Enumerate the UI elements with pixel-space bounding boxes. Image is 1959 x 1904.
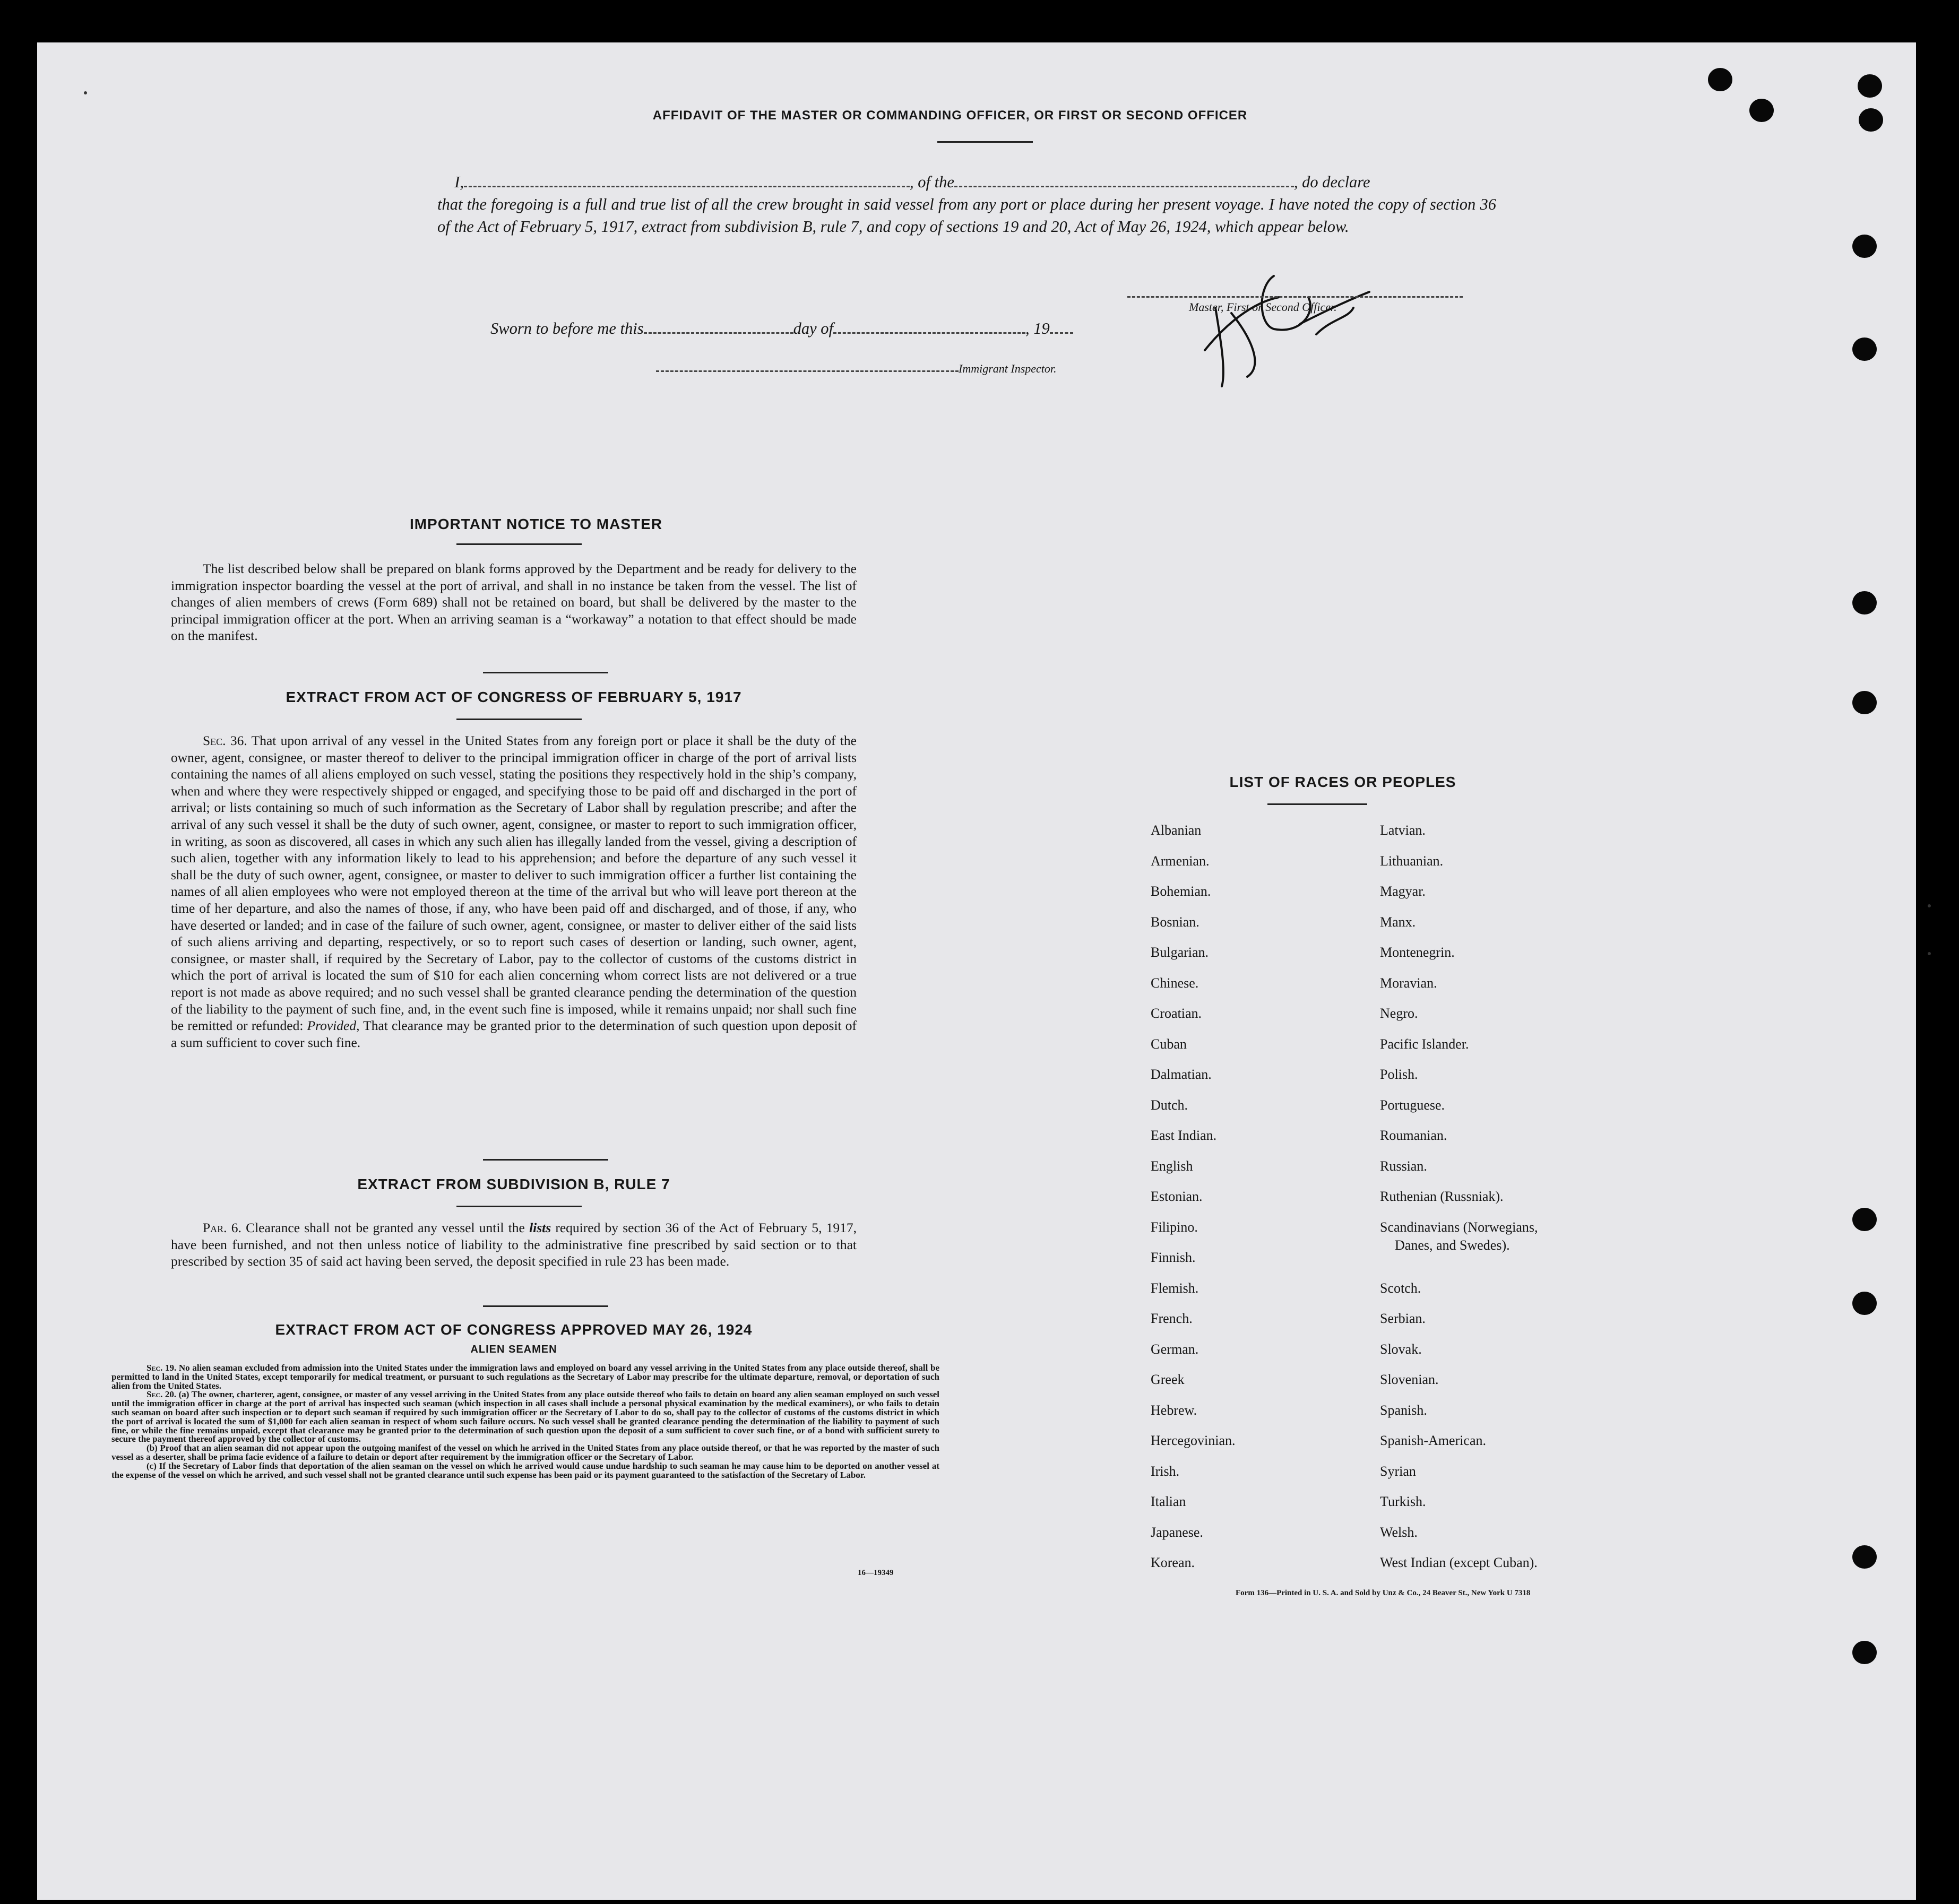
race-item: Negro. xyxy=(1380,1006,1418,1021)
affidavit-declaration xyxy=(437,171,1496,238)
declaration-text: that the foregoing is a full and true list of all the crew brought in said vessel from any port or place during her present voyage. I have noted the copy of section 36 of the Act of February 5, 1917, extract from subdivision B, rule 7, and copy of sections 19 and 20, Act of May 26, 1924, which appear below. xyxy=(437,195,1496,236)
race-item: Manx. xyxy=(1380,914,1416,930)
race-item: French. xyxy=(1151,1311,1193,1326)
punch-hole xyxy=(1858,74,1882,98)
race-item: Croatian. xyxy=(1151,1006,1202,1021)
form-page xyxy=(37,42,1916,1900)
race-item: Pacific Islander. xyxy=(1380,1036,1469,1052)
signature-label: Master, First or Second Officer. xyxy=(1189,300,1337,314)
section-divider xyxy=(483,672,608,673)
punch-hole xyxy=(1852,235,1877,258)
race-item: Scandinavians (Norwegians, xyxy=(1380,1219,1538,1235)
speck xyxy=(84,91,87,94)
race-item: Estonian. xyxy=(1151,1189,1203,1204)
race-item: Flemish. xyxy=(1151,1280,1199,1296)
punch-hole xyxy=(1852,337,1877,361)
provided-word: Provided, xyxy=(307,1018,360,1034)
race-item: Slovenian. xyxy=(1380,1372,1439,1387)
race-item: Ruthenian (Russniak). xyxy=(1380,1189,1504,1204)
speck xyxy=(1928,904,1931,907)
race-item: Roumanian. xyxy=(1380,1128,1447,1143)
extract-1924-title: EXTRACT FROM ACT OF CONGRESS APPROVED MAY 26, 1924 xyxy=(275,1321,753,1338)
sworn-day-of-label: day of xyxy=(793,319,833,337)
par-6-text-b: required by section 36 of the Act of February 5, 1917, have been furnished, and not then unless notice of liability to the administrative fine prescribed by said section or to that prescribed by section 35 of said act having been served, the deposit specified in rule 23 has been made. xyxy=(171,1220,857,1269)
extract-rule7-divider xyxy=(456,1206,582,1207)
race-item: Latvian. xyxy=(1380,823,1426,838)
of-the-label: , of the xyxy=(910,173,954,191)
punch-hole xyxy=(1859,108,1883,132)
sec-36-body: That upon arrival of any vessel in the United States from any foreign port or place it shall be the duty of the owner, agent, consignee, or master thereof to deliver to the principal immigration officer in charge of the port of arrival lists containing the names of all aliens employed on such vessel, stating the positions they respectively hold in the ship’s company, when and where they were respectively shipped or engaged, and specifying those to be paid off and discharged in the port of arrival; or lists containing so much of such information as the Secretary of Labor shall by regulation prescribe; and after the arrival of any such vessel it shall be the duty of such owner, agent, consignee, or master to report to such immigration officer, in writing, as soon as discovered, all cases in which any such alien has illegally landed from the vessel, giving a description of such alien, together with any information likely to lead to his apprehension; and before the departure of any such vessel it shall be the duty of such owner, agent, consignee, or master to deliver to such immigration officer a further list containing the names of all alien employees who were not employed thereon at the time of the arrival but who will leave port thereon at the time of her departure, and also the names of those, if any, who have been paid off and discharged, and of those, if any, who have deserted or landed; and in case of the failure of such owner, agent, consignee, or master to deliver either of the said lists of such aliens arriving and departing, respectively, or so to report such cases of desertion or landing, such owner, agent, consignee, or master shall, if required by the Secretary of Labor, pay to the collector of customs of the customs district in which the port of arrival is located the sum of $10 for each alien concerning whom correct lists are not delivered or a true report is not made as above required; and no such vessel shall be granted clearance pending the determination of the question of the liability to the payment of such fine, and, in the event such fine is imposed, while it remains unpaid; nor shall such fine be remitted or refunded: xyxy=(171,733,857,1034)
declarant-name-field[interactable] xyxy=(464,186,910,187)
print-code: 16—19349 xyxy=(858,1569,894,1577)
punch-hole xyxy=(1852,1545,1877,1569)
punch-hole xyxy=(1749,99,1774,122)
punch-hole xyxy=(1852,1292,1877,1315)
notice-divider xyxy=(456,543,582,545)
sworn-year-field[interactable] xyxy=(1050,332,1073,334)
race-item: Dutch. xyxy=(1151,1097,1188,1113)
race-item: German. xyxy=(1151,1341,1199,1357)
race-item: English xyxy=(1151,1158,1193,1174)
race-item: Finnish. xyxy=(1151,1250,1196,1265)
sec-20c-paragraph: (c) If the Secretary of Labor finds that deportation of the alien seaman on the vessel on which he arrived would cause undue hardship to such seaman he may cause him to be deported on another vessel at the expense of the vessel on which he arrived, and such vessel shall not be granted clearance until such expense has been paid or its payment guaranteed to the satisfaction of the Secretary of Labor. xyxy=(111,1460,939,1480)
race-item: Slovak. xyxy=(1380,1341,1422,1357)
handwritten-signature xyxy=(1194,265,1375,387)
punch-hole xyxy=(1852,691,1877,714)
punch-hole xyxy=(1852,1208,1877,1231)
sworn-day-field[interactable] xyxy=(644,332,793,334)
sec-20a-paragraph xyxy=(111,1390,939,1444)
sec-19-paragraph xyxy=(111,1364,939,1390)
race-item: Magyar. xyxy=(1380,884,1426,899)
race-item: Irish. xyxy=(1151,1463,1180,1479)
race-item: Scotch. xyxy=(1380,1280,1421,1296)
section-divider xyxy=(483,1305,608,1307)
signature-line[interactable] xyxy=(1127,296,1463,298)
races-title: LIST OF RACES OR PEOPLES xyxy=(1229,774,1456,790)
sworn-year-label: , 19 xyxy=(1025,319,1050,337)
par-6-text-a: Clearance shall not be granted any vessel until the xyxy=(246,1220,525,1235)
sec-20b-paragraph: (b) Proof that an alien seaman did not appear upon the outgoing manifest of the vessel on which he arrived in the United States from any place outside thereof, or that he was reported by the master of such vessel as a deserter, shall be prima facie evidence of a failure to detain or deport after requirement by the immigration officer or the Secretary of Labor. xyxy=(111,1443,939,1462)
race-item: Greek xyxy=(1151,1372,1185,1387)
race-item: Dalmatian. xyxy=(1151,1067,1212,1082)
race-item: Bosnian. xyxy=(1151,914,1199,930)
sec-20-label: Sec. 20. xyxy=(146,1389,177,1400)
punch-hole xyxy=(1708,68,1732,91)
races-divider xyxy=(1267,803,1367,805)
race-item: Korean. xyxy=(1151,1555,1195,1570)
extract-rule7-text xyxy=(171,1219,857,1270)
extract-1917-text xyxy=(171,732,857,1051)
sworn-prefix: Sworn to before me this xyxy=(490,319,644,337)
sec-19-label: Sec. 19. xyxy=(146,1363,177,1373)
lists-word: lists xyxy=(529,1220,551,1235)
notice-text: The list described below shall be prepared on blank forms approved by the Department and be ready for delivery to the immigration inspector boarding the vessel at the port of arrival, and shall in no instance be taken from the vessel. The list of changes of alien members of crews (Form 689) shall not be retained on board, but shall be delivered by the master to the principal immigration officer at the port. When an arriving seaman is a “workaway” a notation to that effect should be made on the manifest. xyxy=(171,561,857,644)
race-item: Danes, and Swedes). xyxy=(1395,1237,1510,1253)
race-item: West Indian (except Cuban). xyxy=(1380,1555,1538,1570)
race-item: Spanish. xyxy=(1380,1402,1427,1418)
race-item: Japanese. xyxy=(1151,1524,1203,1540)
race-item: Russian. xyxy=(1380,1158,1427,1174)
sec-19-text: No alien seaman excluded from admission into the United States under the immigration laws and employed on board any vessel arriving in the United States from any place outside thereof, shall be permitted to land in the United States, except temporarily for medical treatment, or pursuant to such regulations as the Secretary of Labor may prescribe for the ultimate departure, removal, or deportation of such alien from the United States. xyxy=(111,1363,939,1391)
par-6-label: Par. 6. xyxy=(203,1220,241,1235)
inspector-signature-line[interactable] xyxy=(656,370,959,372)
race-item: Syrian xyxy=(1380,1463,1416,1479)
race-item: Filipino. xyxy=(1151,1219,1198,1235)
inspector-label: Immigrant Inspector. xyxy=(959,362,1057,375)
extract-1917-title: EXTRACT FROM ACT OF CONGRESS OF FEBRUARY 5, 1917 xyxy=(286,689,742,705)
race-item: Bohemian. xyxy=(1151,884,1211,899)
race-item: Bulgarian. xyxy=(1151,945,1209,960)
race-item: Lithuanian. xyxy=(1380,853,1444,869)
race-item: East Indian. xyxy=(1151,1128,1217,1143)
race-item: Cuban xyxy=(1151,1036,1187,1052)
notice-title: IMPORTANT NOTICE TO MASTER xyxy=(409,516,663,532)
declarant-prefix: I, xyxy=(454,173,464,191)
race-item: Chinese. xyxy=(1151,975,1199,991)
extract-1924-subtitle: ALIEN SEAMEN xyxy=(470,1344,557,1355)
sworn-month-field[interactable] xyxy=(833,332,1025,334)
form-footer: Form 136—Printed in U. S. A. and Sold by Unz & Co., 24 Beaver St., New York U 7318 xyxy=(1236,1589,1531,1597)
section-divider xyxy=(483,1159,608,1161)
sec-20a-text: (a) The owner, charterer, agent, consignee, or master of any vessel arriving in the United States from any place outside thereof who fails to detain on board any alien seaman employed on such vessel until the immigration officer in charge at the port of arrival has inspected such seaman (which inspection in all cases shall include a personal physical examination by the medical examiners), or who fails to detain such seaman on board after such inspection or to deport such seaman if required by such immigration officer or the Secretary of Labor to do so, shall pay to the collector of customs of the customs district in which the port of arrival is located the sum of $1,000 for each alien seaman in respect of whom such failure occurs. No such vessel shall be granted clearance pending the determination of the liability to payment of such fine, or while the fine remains unpaid, except that clearance may be granted prior to the determination of such question upon the deposit of a sum sufficient to cover such fine, or of a bond with sufficient surety to secure the payment thereof approved by the collector of customs. xyxy=(111,1389,940,1444)
race-item: Turkish. xyxy=(1380,1494,1426,1509)
punch-hole xyxy=(1852,591,1877,615)
race-item: Montenegrin. xyxy=(1380,945,1455,960)
race-item: Welsh. xyxy=(1380,1524,1418,1540)
race-item: Portuguese. xyxy=(1380,1097,1445,1113)
vessel-name-field[interactable] xyxy=(954,186,1294,187)
extract-1917-divider xyxy=(456,719,582,720)
race-item: Spanish-American. xyxy=(1380,1433,1487,1448)
race-item: Polish. xyxy=(1380,1067,1418,1082)
declare-label: , do declare xyxy=(1293,173,1370,191)
sec-36-label: Sec. 36. xyxy=(203,733,247,748)
race-item: Hercegovinian. xyxy=(1151,1433,1236,1448)
extract-1924-text xyxy=(111,1364,939,1479)
sec-36-closing: That clearance may be granted prior to the determination of such question upon deposit of a sum sufficient to cover such fine. xyxy=(171,1018,857,1050)
speck xyxy=(1928,952,1931,955)
race-item: Italian xyxy=(1151,1494,1186,1509)
race-item: Hebrew. xyxy=(1151,1402,1197,1418)
affidavit-divider xyxy=(937,141,1033,143)
sworn-line xyxy=(490,319,1073,338)
race-item: Moravian. xyxy=(1380,975,1437,991)
race-item: Armenian. xyxy=(1151,853,1210,869)
punch-hole xyxy=(1852,1641,1877,1664)
race-item: Serbian. xyxy=(1380,1311,1426,1326)
extract-rule7-title: EXTRACT FROM SUBDIVISION B, RULE 7 xyxy=(357,1176,670,1192)
affidavit-title: AFFIDAVIT OF THE MASTER OR COMMANDING OFFICER, OR FIRST OR SECOND OFFICER xyxy=(652,108,1248,123)
race-item: Albanian xyxy=(1151,823,1202,838)
